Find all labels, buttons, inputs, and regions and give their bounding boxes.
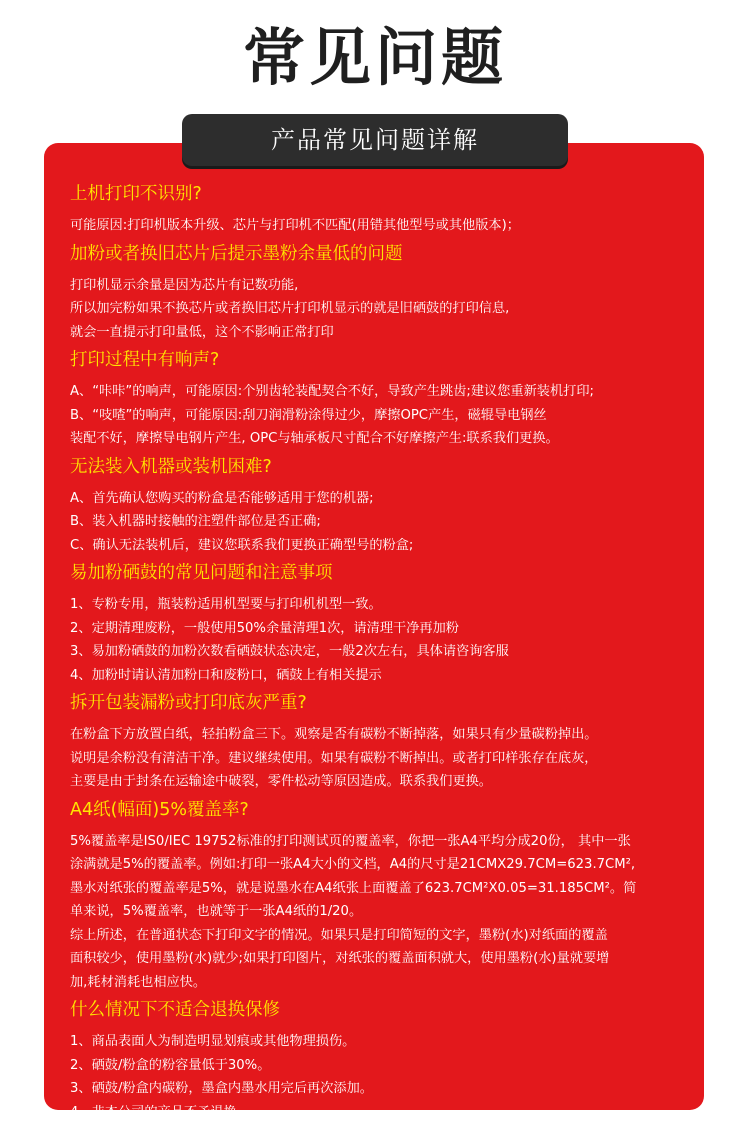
faq-question: 上机打印不识别? bbox=[70, 184, 202, 204]
answer-line: 所以加完粉如果不换芯片或者换旧芯片打印机显示的就是旧硒鼓的打印信息, bbox=[70, 301, 510, 316]
answer-line: 4、非本公司的产品不予退换。 bbox=[70, 1104, 250, 1120]
answer-line: 1、专粉专用，瓶装粉适用机型要与打印机机型一致。 bbox=[70, 597, 382, 612]
faq-answer bbox=[70, 274, 690, 345]
faq-answer bbox=[70, 1030, 690, 1124]
answer-line: 可能原因:打印机版本升级、芯片与打印机不匹配(用错其他型号或其他版本)； bbox=[70, 218, 520, 233]
faq-answer bbox=[70, 830, 690, 995]
faq-section-6 bbox=[70, 689, 690, 794]
answer-line: 打印机显示余量是因为芯片有记数功能, bbox=[70, 277, 299, 293]
faq-section-4 bbox=[70, 453, 690, 558]
answer-line: A、首先确认您购买的粉盒是否能够适用于您的机器; bbox=[70, 490, 374, 506]
answer-line: C、确认无法装机后，建议您联系我们更换正确型号的粉盒; bbox=[70, 537, 414, 553]
answer-line: A、“咔咔”的响声，可能原因:个别齿轮装配契合不好，导致产生跳齿;建议您重新装机打印; bbox=[70, 384, 594, 399]
faq-question: 无法装入机器或装机困难? bbox=[70, 456, 272, 477]
faq-section-1 bbox=[70, 180, 690, 238]
answer-line: 面积较少，使用墨粉(水)就少;如果打印图片，对纸张的覆盖面积就大，使用墨粉(水)量就要增 bbox=[70, 951, 610, 966]
answer-line: 说明是余粉没有清洁干净。建议继续使用。如果有碳粉不断掉出。或者打印样张存在底灰， bbox=[70, 750, 598, 766]
answer-line: 墨水对纸张的覆盖率是5%，就是说墨水在A4纸张上面覆盖了623.7CM²X0.05=31.185CM²。简 bbox=[70, 880, 637, 896]
faq-section-7 bbox=[70, 796, 690, 995]
faq-answer bbox=[70, 214, 690, 238]
answer-line: 综上所述，在普通状态下打印文字的情况。如果只是打印简短的文字，墨粉(水)对纸面的覆盖 bbox=[70, 927, 608, 943]
answer-line: 装配不好，摩擦导电钢片产生, OPC与轴承板尺寸配合不好摩擦产生:联系我们更换。 bbox=[70, 431, 559, 446]
section-banner: 产品常见问题详解 bbox=[182, 114, 568, 166]
faq-section-3 bbox=[70, 346, 690, 451]
faq-question: 拆开包装漏粉或打印底灰严重? bbox=[70, 693, 307, 713]
answer-line: 1、商品表面人为制造明显划痕或其他物理损伤。 bbox=[70, 1034, 356, 1049]
answer-line: B、“吱喳”的响声，可能原因:刮刀润滑粉涂得过少，摩擦OPC产生，磁辊导电钢丝 bbox=[70, 407, 547, 423]
faq-section-2 bbox=[70, 240, 690, 345]
faq-answer bbox=[70, 487, 690, 558]
answer-line: 3、易加粉硒鼓的加粉次数看硒鼓状态决定，一般2次左右，具体请咨询客服 bbox=[70, 644, 509, 659]
faq-question: 易加粉硒鼓的常见问题和注意事项 bbox=[70, 563, 333, 583]
answer-line: 单来说，5%覆盖率，也就等于一张A4纸的1/20。 bbox=[70, 904, 363, 919]
page-title: 常见问题 bbox=[242, 21, 507, 94]
answer-line: 4、加粉时请认清加粉口和废粉口，硒鼓上有相关提示 bbox=[70, 667, 382, 683]
faq-content bbox=[70, 180, 690, 1126]
answer-line: B、装入机器时接触的注塑件部位是否正确; bbox=[70, 514, 321, 529]
faq-answer bbox=[70, 723, 690, 794]
answer-line: 主要是由于封条在运输途中破裂，零件松动等原因造成。联系我们更换。 bbox=[70, 774, 492, 789]
answer-line: 涂满就是5%的覆盖率。例如:打印一张A4大小的文档，A4的尺寸是21CMX29.7CM=623.7CM², bbox=[70, 857, 636, 872]
faq-section-5 bbox=[70, 559, 690, 687]
answer-line: 就会一直提示打印量低，这个不影响正常打印 bbox=[70, 324, 334, 340]
faq-question: 打印过程中有响声? bbox=[70, 350, 220, 370]
answer-line: 2、定期清理废粉，一般使用50%余量清理1次，请清理干净再加粉 bbox=[70, 620, 459, 636]
answer-line: 2、硒鼓/粉盒的粉容量低于30%。 bbox=[70, 1057, 271, 1073]
answer-line: 加,耗材消耗也相应快。 bbox=[70, 974, 207, 990]
answer-line: 3、硒鼓/粉盒内碳粉，墨盒内墨水用完后再次添加。 bbox=[70, 1081, 373, 1096]
faq-question: A4纸(幅面)5%覆盖率? bbox=[70, 799, 249, 820]
faq-question: 加粉或者换旧芯片后提示墨粉余量低的问题 bbox=[70, 243, 403, 264]
faq-answer bbox=[70, 593, 690, 687]
answer-line: 在粉盒下方放置白纸，轻拍粉盒三下。观察是否有碳粉不断掉落，如果只有少量碳粉掉出。 bbox=[70, 727, 598, 742]
faq-question: 什么情况下不适合退换保修 bbox=[70, 1000, 280, 1020]
faq-section-8 bbox=[70, 996, 690, 1124]
faq-answer bbox=[70, 380, 690, 451]
answer-line: 5%覆盖率是IS0/IEC 19752标准的打印测试页的覆盖率，你把一张A4平均分成20份， 其中一张 bbox=[70, 833, 631, 849]
